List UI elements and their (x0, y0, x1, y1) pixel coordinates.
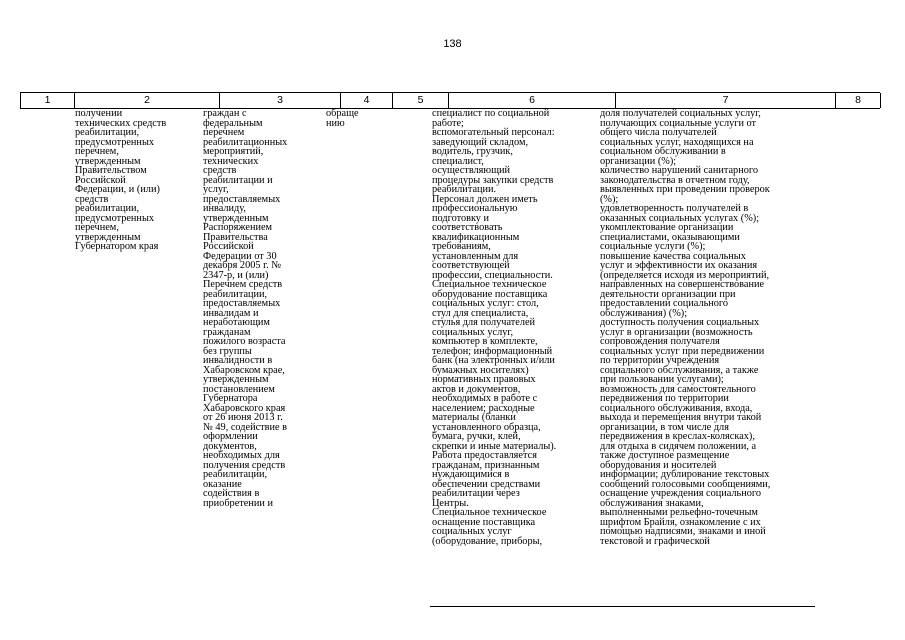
header-col-6: 6 (449, 93, 616, 108)
header-col-7: 7 (616, 93, 836, 108)
table-header-row (20, 92, 880, 109)
header-col-5: 5 (393, 93, 449, 108)
services-table (20, 92, 880, 619)
table-bottom-rule (430, 606, 815, 607)
header-col-2: 2 (75, 93, 220, 108)
cell-col-3: граждан с федеральным перечнем реабилитационных мероприятий, технических средств реабилитации и услуг, предоставляемых инвалиду, утвержденным Распоряжением Правительства Российской Федерации от 30 декабря 2005 г. № 2347-р, и (или) Перечнем средств реабилитации, предоставляемых инвалидам и неработающим гражданам пожилого возраста без группы инвалидности в Хабаровском крае, утвержденным постановлением Губернатора Хабаровского края от 26 июня 2013 г. № 49, содействие в оформлении документов, необходимых для получения средств реабилитации, оказание содействия в приобретении и (203, 109, 288, 508)
table-body-row (20, 109, 880, 619)
header-col-8: 8 (836, 93, 881, 108)
cell-col-4: обраще нию (326, 109, 359, 128)
cell-col-7: доля получателей социальных услуг, получающих социальные услуги от общего числа получателей социальных услуг, находящихся на социальном обслуживании в организации (%); количество нарушений санитарного законодательства в отчетном году, выявленных при проведении проверок (%); удовлетворенность получателей в оказанных социальных услугах (%); укомплектование организации специалистами, оказывающими социальные услуги (%); повышение качества социальных услуг и эффективности их оказания (определяется исходя из мероприятий, направленных на совершенствование деятельности организации при предоставлении социального обслуживания) (%); доступность получения социальных услуг в организации (возможность сопровождения получателя социальных услуг при передвижении по территории учреждения социального обслуживания, а также при пользовании услугами); возможность для самостоятельного передвижения по территории социального обслуживания, входа, выхода и перемещения внутри такой организации, в том числе для передвижения в креслах-колясках), для отдыха в сидячем положении, а также доступное размещение оборудования и носителей информации; дублирование текстовых сообщений голосовыми сообщениями, оснащение учреждения социального обслуживания знаками, выполненными рельефно-точечным шрифтом Брайля, ознакомление с их помощью надписями, знаками и иной текстовой и графической (600, 109, 771, 546)
cell-col-2: получении технических средств реабилитации, предусмотренных перечнем, утвержденным Правительством Российской Федерации, и (или) средств реабилитации, предусмотренных перечнем, утвержденным Губернатором края (75, 109, 167, 252)
header-col-1: 1 (21, 93, 75, 108)
header-col-3: 3 (220, 93, 341, 108)
header-col-4: 4 (341, 93, 393, 108)
page-number: 138 (443, 38, 462, 50)
cell-col-6: специалист по социальной работе; вспомогательный персонал: заведующий складом, водитель, грузчик, специалист, осуществляющий процедуры закупки средств реабилитации. Персонал должен иметь профессиональную подготовку и соответствовать квалификационным требованиям, установленным для соответствующей профессии, специальности. Специальное техническое оборудование поставщика социальных услуг: стол, стул для специалиста, стулья для получателей социальных услуг, компьютер в комплекте, телефон; информационный банк (на электронных и/или бумажных носителях) нормативных правовых актов и документов, необходимых в работе с населением; расходные материалы (бланки установленного образца, бумага, ручки, клей, скрепки и иные материалы). Работа предоставляется гражданам, признанным нуждающимися в обеспечении средствами реабилитации через Центры. Специальное техническое оснащение поставщика социальных услуг (оборудование, приборы, (432, 109, 557, 546)
